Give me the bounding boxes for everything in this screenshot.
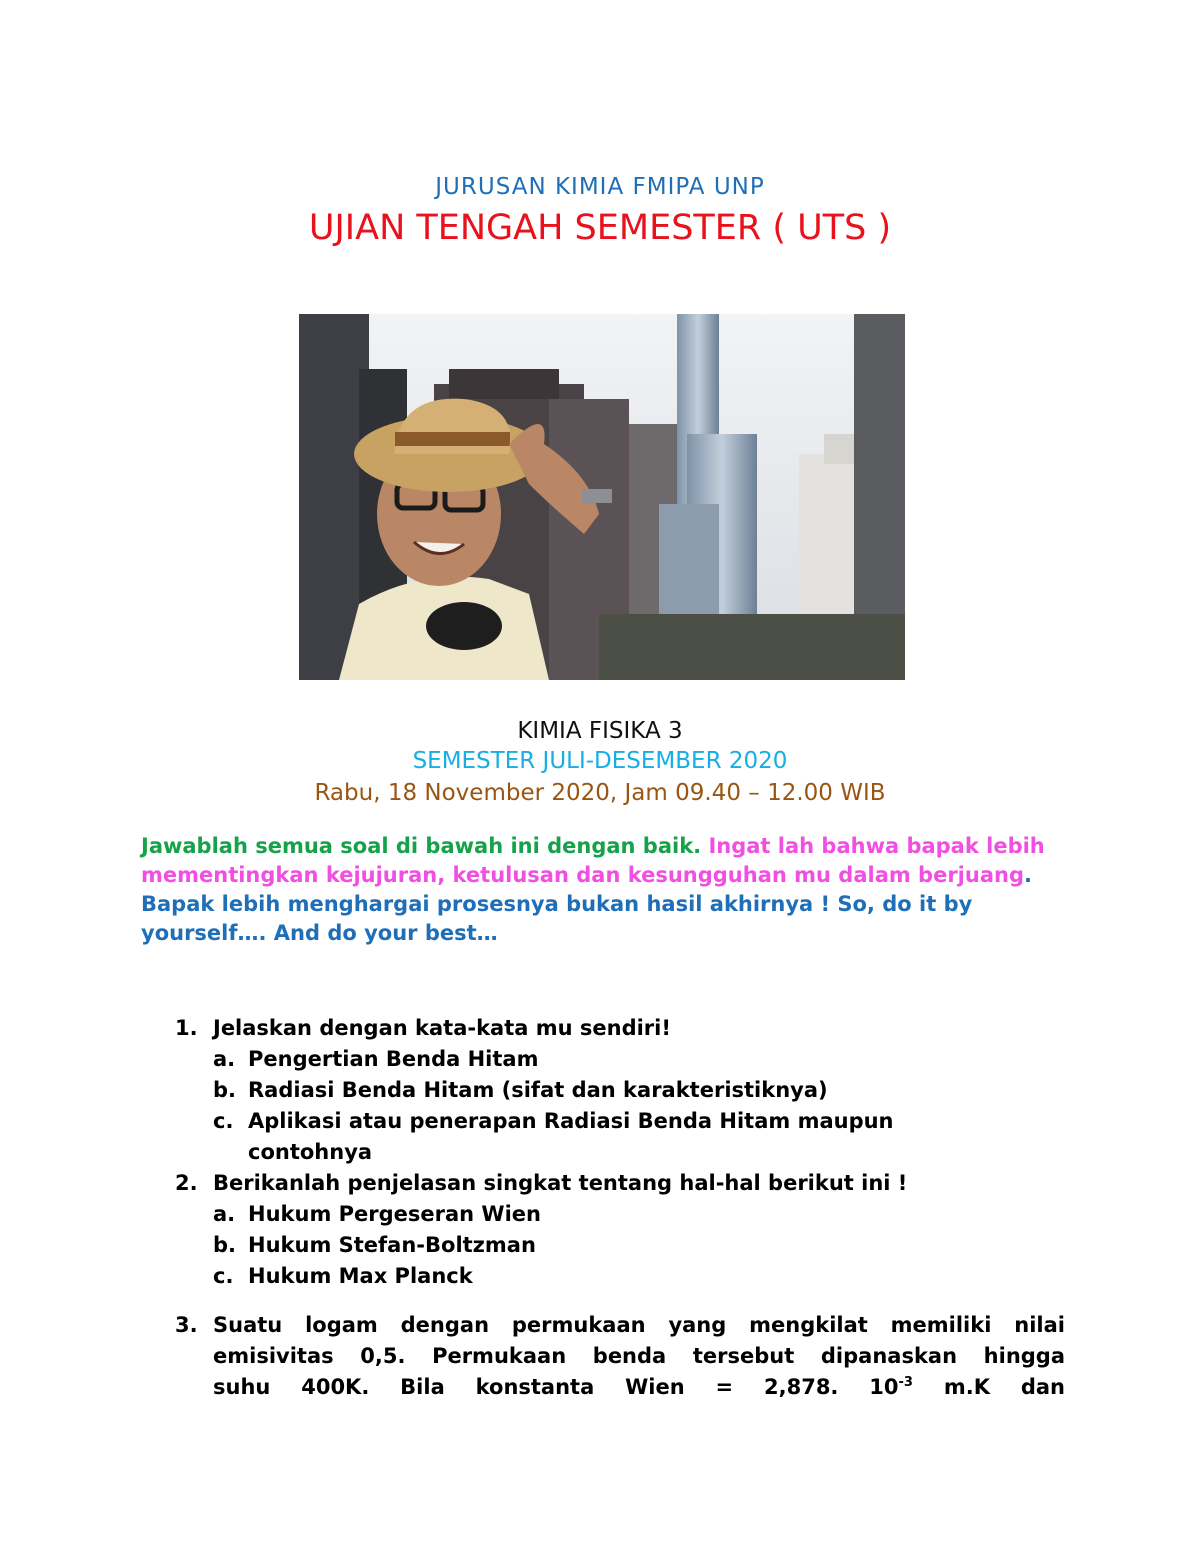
item-letter: a. — [213, 1047, 236, 1071]
question-3-line-3-start: suhu 400K. Bila konstanta Wien = 2,878. 10 — [213, 1375, 899, 1399]
question-2 — [175, 1168, 1065, 1199]
item-letter: a. — [213, 1202, 236, 1226]
exam-title: UJIAN TENGAH SEMESTER ( UTS ) — [308, 208, 892, 248]
question-1 — [175, 1013, 1065, 1044]
item-letter: b. — [213, 1233, 237, 1257]
question-number: 2. — [175, 1171, 198, 1195]
question-3-line-3 — [213, 1372, 1065, 1403]
item-letter: b. — [213, 1078, 237, 1102]
question-2-item-a — [175, 1199, 1065, 1230]
question-1-item-a — [175, 1044, 1065, 1075]
item-text: Hukum Pergeseran Wien — [248, 1202, 541, 1226]
intro-motivation: Bapak lebih menghargai prosesnya bukan hasil akhirnya ! So, do it by yourself…. And do your best… — [141, 892, 973, 945]
item-text: Pengertian Benda Hitam — [248, 1047, 539, 1071]
item-text: Aplikasi atau penerapan Radiasi Benda Hitam maupun contohnya — [248, 1109, 894, 1164]
question-3-line-2: emisivitas 0,5. Permukaan benda tersebut dipanaskan hingga — [213, 1344, 1065, 1368]
question-text: Berikanlah penjelasan singkat tentang hal-hal berikut ini ! — [213, 1171, 908, 1195]
lecturer-photo — [299, 314, 905, 680]
item-text: Hukum Max Planck — [248, 1264, 473, 1288]
item-letter: c. — [213, 1109, 234, 1133]
question-3-line-3-end: m.K dan — [943, 1375, 1065, 1399]
schedule-line: Rabu, 18 November 2020, Jam 09.40 – 12.00 WIB — [314, 780, 886, 806]
course-name: KIMIA FISIKA 3 — [517, 718, 683, 744]
item-letter: c. — [213, 1264, 234, 1288]
intro-reminder: Ingat lah bahwa bapak lebih mementingkan kejujuran, ketulusan dan kesungguhan mu dalam berjuang — [141, 834, 1045, 887]
semester-line: SEMESTER JULI-DESEMBER 2020 — [412, 748, 788, 774]
department-heading: JURUSAN KIMIA FMIPA UNP — [435, 174, 765, 200]
question-3-line-1: Suatu logam dengan permukaan yang mengkilat memiliki nilai — [213, 1313, 1065, 1337]
question-number: 3. — [175, 1313, 198, 1337]
question-number: 1. — [175, 1016, 198, 1040]
exponent: -3 — [898, 1375, 913, 1390]
intro-instruction: Jawablah semua soal di bawah ini dengan baik. — [141, 834, 702, 858]
question-list — [175, 1013, 1065, 1403]
question-3 — [175, 1310, 1065, 1403]
question-1-item-b — [175, 1075, 1065, 1106]
intro-reminder-end: . — [1023, 863, 1032, 887]
question-1-item-c — [175, 1106, 968, 1168]
item-text: Hukum Stefan-Boltzman — [248, 1233, 536, 1257]
question-text: Jelaskan dengan kata-kata mu sendiri! — [213, 1016, 671, 1040]
question-2-item-c — [175, 1261, 1065, 1292]
intro-paragraph — [141, 832, 1061, 948]
item-text: Radiasi Benda Hitam (sifat dan karakteristiknya) — [248, 1078, 828, 1102]
question-2-item-b — [175, 1230, 1065, 1261]
